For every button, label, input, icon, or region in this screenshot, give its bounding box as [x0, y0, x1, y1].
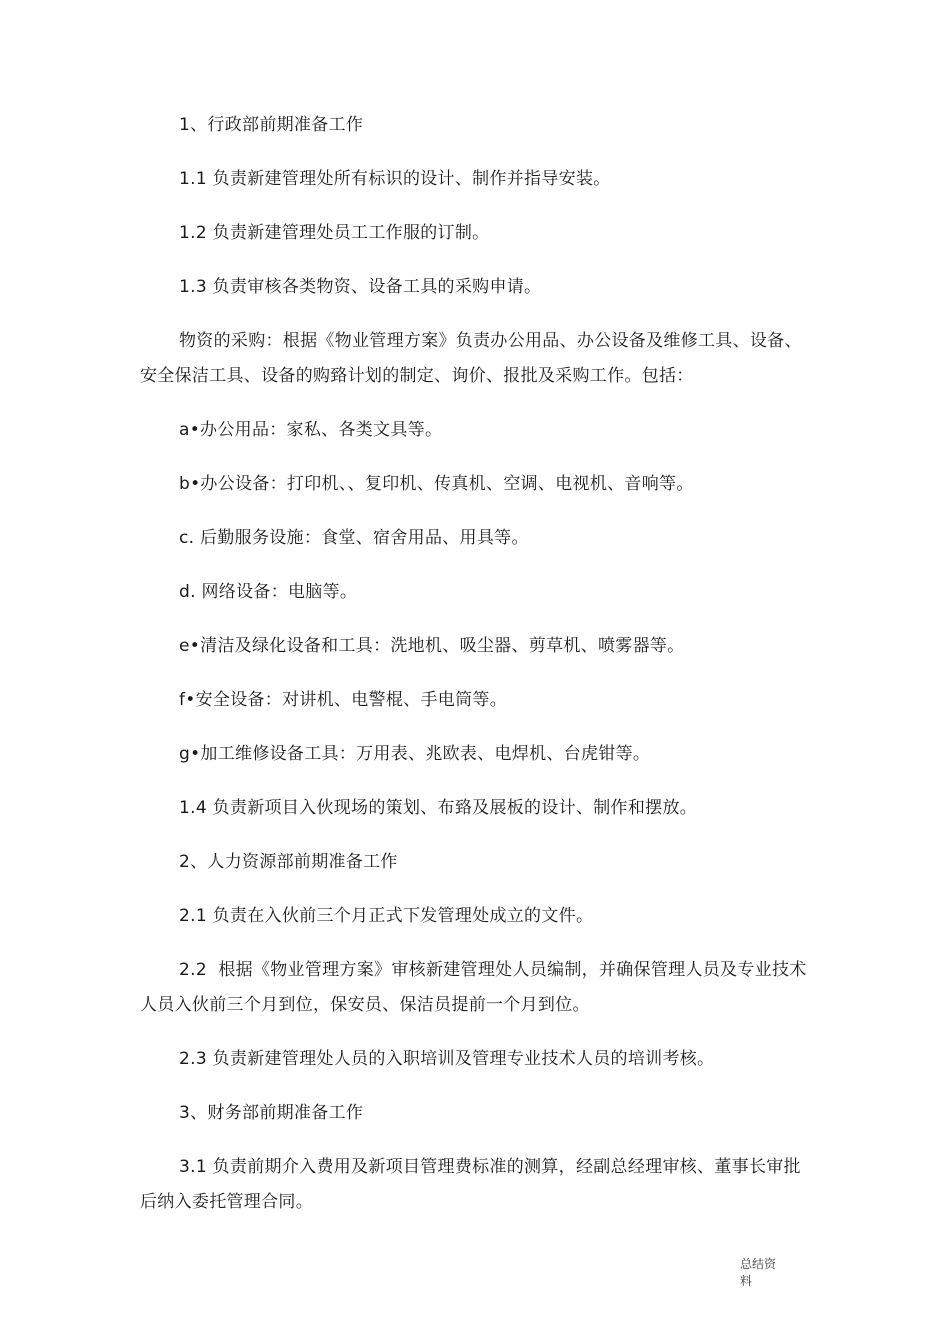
- list-item-a: a•办公用品：家私、各类文具等。: [179, 420, 443, 440]
- document-body: [140, 108, 810, 1239]
- paragraph-2-2: 2.2 根据《物业管理方案》审核新建管理处人员编制，并确保管理人员及专业技术人员入伙前三个月到位，保安员、保洁员提前一个月到位。: [140, 960, 807, 1015]
- paragraph-2-3: 2.3 负责新建管理处人员的入职培训及管理专业技术人员的培训考核。: [179, 1049, 715, 1069]
- list-item-e: e•清洁及绿化设备和工具：洗地机、吸尘器、剪草机、喷雾器等。: [179, 636, 685, 656]
- list-item-c: c. 后勤服务设施：食堂、宿舍用品、用具等。: [179, 528, 529, 548]
- paragraph-1-1: 1.1 负责新建管理处所有标识的设计、制作并指导安装。: [179, 169, 611, 189]
- paragraph-1-3: 1.3 负责审核各类物资、设备工具的采购申请。: [179, 277, 542, 297]
- paragraph-3-1: 3.1 负责前期介入费用及新项目管理费标准的测算，经副总经理审核、董事长审批后纳入委托管理合同。: [140, 1157, 801, 1212]
- footer-note: 总结资料: [740, 1257, 777, 1288]
- list-item-f: f•安全设备：对讲机、电警棍、手电筒等。: [179, 690, 508, 710]
- list-item-g: g•加工维修设备工具：万用表、兆欧表、电焊机、台虎钳等。: [179, 744, 651, 764]
- paragraph-procurement: 物资的采购：根据《物业管理方案》负责办公用品、办公设备及维修工具、设备、安全保洁工具、设备的购臵计划的制定、询价、报批及采购工作。包括：: [140, 331, 802, 386]
- section-heading-1: 1、行政部前期准备工作: [179, 115, 364, 135]
- paragraph-1-2: 1.2 负责新建管理处员工工作服的订制。: [179, 223, 490, 243]
- list-item-d: d. 网络设备：电脑等。: [179, 582, 358, 602]
- list-item-b: b•办公设备：打印机、、复印机、传真机、空调、电视机、音响等。: [179, 474, 694, 494]
- section-heading-2: 2、人力资源部前期准备工作: [179, 852, 398, 872]
- section-heading-3: 3、财务部前期准备工作: [179, 1103, 364, 1123]
- paragraph-2-1: 2.1 负责在入伙前三个月正式下发管理处成立的文件。: [179, 906, 594, 926]
- paragraph-1-4: 1.4 负责新项目入伙现场的策划、布臵及展板的设计、制作和摆放。: [179, 798, 698, 818]
